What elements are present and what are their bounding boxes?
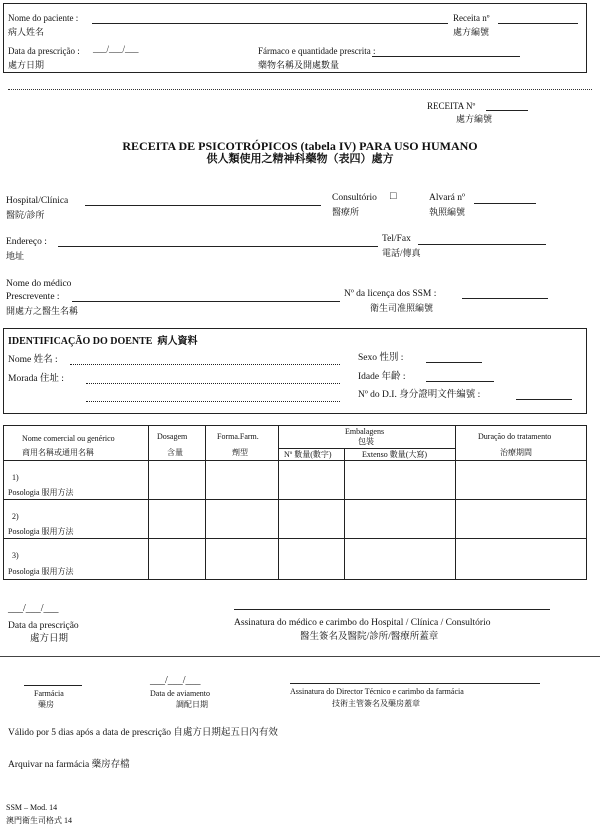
pharmacy-divider bbox=[0, 656, 600, 657]
stub-drug-qty-field[interactable] bbox=[372, 56, 520, 57]
farmacia-line[interactable] bbox=[24, 685, 82, 686]
table-row-number: 2) bbox=[12, 512, 19, 521]
doctor-signature-label: Assinatura do médico e carimbo do Hospital / Clínica / Consultório bbox=[234, 618, 491, 628]
endereco-label: Endereço : bbox=[6, 237, 47, 247]
perforation-line bbox=[8, 89, 592, 90]
endereco-field[interactable] bbox=[58, 246, 378, 247]
sign-date-label: Data da prescrição bbox=[8, 621, 79, 631]
stub-patient-name-zh: 病人姓名 bbox=[8, 27, 45, 37]
stub-recipe-no-label: Receita nº bbox=[453, 13, 490, 23]
director-signature-label: Assinatura do Director Técnico e carimbo da farmácia bbox=[290, 687, 464, 696]
licenca-zh: 衛生司准照編號 bbox=[370, 303, 434, 313]
stub-date-zh: 處方日期 bbox=[8, 60, 45, 70]
col-dur-header-zh: 治療期間 bbox=[500, 448, 532, 457]
doente-morada-label: Morada 住址 : bbox=[8, 374, 64, 384]
col-form-header: Forma.Farm. bbox=[217, 432, 259, 441]
medico-zh: 開處方之醫生名稱 bbox=[6, 306, 79, 316]
col-form-header-zh: 劑型 bbox=[232, 448, 248, 457]
medico-label-2: Prescrevente : bbox=[6, 292, 60, 302]
col-name-header-zh: 商用名稱或通用名稱 bbox=[22, 448, 94, 457]
stub-date-field[interactable]: ___/___/___ bbox=[93, 44, 139, 54]
table-col-divider bbox=[344, 448, 345, 580]
medico-label-1: Nome do médico bbox=[6, 279, 72, 289]
table-col-divider bbox=[205, 425, 206, 580]
table-col-divider bbox=[455, 425, 456, 580]
doctor-signature-line[interactable] bbox=[234, 609, 550, 610]
table-row-divider bbox=[3, 538, 587, 539]
hospital-zh: 醫院/診所 bbox=[6, 210, 45, 220]
table-col-divider bbox=[148, 425, 149, 580]
col-ext-header: Extenso 數量(大寫) bbox=[362, 450, 428, 459]
receipt-no-field[interactable] bbox=[486, 110, 528, 111]
doente-heading-zh: 病人資料 bbox=[157, 336, 198, 347]
alvara-label: Alvará nº bbox=[429, 193, 465, 203]
doente-sexo-field[interactable] bbox=[426, 362, 482, 363]
col-pack-header-zh: 包裝 bbox=[358, 437, 374, 446]
table-header-divider bbox=[3, 460, 587, 461]
farmacia-label: Farmácia bbox=[34, 689, 64, 698]
stub-patient-name-label: Nome do paciente : bbox=[8, 13, 79, 23]
table-row-number: 3) bbox=[12, 551, 19, 560]
form-model-code: SSM – Mod. 14 bbox=[6, 803, 58, 812]
stub-date-label: Data da prescrição : bbox=[8, 46, 80, 56]
licenca-field[interactable] bbox=[462, 298, 548, 299]
stub-drug-qty-label: Fármaco e quantidade prescrita : bbox=[258, 46, 376, 56]
director-signature-line[interactable] bbox=[290, 683, 540, 684]
doente-idade-field[interactable] bbox=[426, 381, 494, 382]
telfax-zh: 電話/傳真 bbox=[382, 248, 421, 258]
table-row-posologia: Posologia 服用方法 bbox=[8, 527, 74, 536]
stub-drug-qty-zh: 藥物名稱及開處數量 bbox=[258, 60, 340, 70]
sign-date-zh: 處方日期 bbox=[30, 634, 69, 644]
telfax-label: Tel/Fax bbox=[382, 234, 411, 244]
col-dosage-header-zh: 含量 bbox=[167, 448, 183, 457]
table-row-number: 1) bbox=[12, 473, 19, 482]
consultorio-label: Consultório bbox=[332, 193, 377, 203]
doctor-signature-zh: 醫生簽名及醫院/診所/醫療所蓋章 bbox=[300, 632, 439, 642]
validity-note: Válido por 5 dias após a data de prescrição 自處方日期起五日內有效 bbox=[8, 728, 278, 738]
doente-morada-field[interactable] bbox=[86, 383, 340, 384]
table-row-posologia: Posologia 服用方法 bbox=[8, 567, 74, 576]
form-model-code-zh: 澳門衛生司格式 14 bbox=[6, 816, 72, 825]
table-row-divider bbox=[3, 499, 587, 500]
col-pack-header: Embalagens bbox=[345, 427, 385, 436]
col-name-header: Nome comercial ou genérico bbox=[22, 434, 115, 443]
hospital-field[interactable] bbox=[85, 205, 321, 206]
doente-di-label: Nº do D.I. 身分證明文件編號 : bbox=[358, 390, 481, 400]
consultorio-zh: 醫療所 bbox=[332, 207, 360, 217]
archive-note: Arquivar na farmácia 藥房存檔 bbox=[8, 760, 130, 770]
endereco-zh: 地址 bbox=[6, 251, 25, 261]
receipt-no-label: RECEITA Nº bbox=[427, 101, 476, 111]
page-title-zh: 供人類使用之精神科藥物（表四）處方 bbox=[206, 153, 394, 165]
table-row-posologia: Posologia 服用方法 bbox=[8, 488, 74, 497]
page-title: RECEITA DE PSICOTRÓPICOS (tabela IV) PARA USO HUMANO bbox=[122, 139, 478, 153]
doente-morada-field-2[interactable] bbox=[86, 401, 340, 402]
aviamento-zh: 調配日期 bbox=[176, 700, 208, 709]
doente-idade-label: Idade 年齡 : bbox=[358, 372, 406, 382]
doente-sexo-label: Sexo 性別 : bbox=[358, 353, 404, 363]
col-dur-header: Duração do tratamento bbox=[478, 432, 552, 441]
farmacia-zh: 藥房 bbox=[38, 700, 54, 709]
table-subheader-divider bbox=[278, 448, 455, 449]
sign-date-field[interactable]: ___/___/___ bbox=[8, 603, 59, 614]
stub-recipe-no-field[interactable] bbox=[498, 23, 578, 24]
consultorio-checkbox[interactable]: □ bbox=[390, 190, 397, 202]
col-dosage-header: Dosagem bbox=[157, 432, 188, 441]
col-num-header: Nº 數量(數字) bbox=[284, 450, 332, 459]
alvara-zh: 執照編號 bbox=[429, 207, 466, 217]
aviamento-date-field[interactable]: ___/___/___ bbox=[150, 675, 201, 686]
hospital-label: Hospital/Clínica bbox=[6, 196, 69, 206]
licenca-label: Nº da licença dos SSM : bbox=[344, 289, 437, 299]
doente-nome-label: Nome 姓名 : bbox=[8, 355, 58, 365]
medico-field[interactable] bbox=[72, 301, 340, 302]
director-signature-zh: 技術主管簽名及藥房蓋章 bbox=[332, 699, 420, 708]
stub-recipe-no-zh: 處方編號 bbox=[453, 27, 490, 37]
receipt-no-zh: 處方編號 bbox=[456, 114, 493, 124]
telfax-field[interactable] bbox=[418, 244, 546, 245]
doente-nome-field[interactable] bbox=[70, 364, 340, 365]
aviamento-label: Data de aviamento bbox=[150, 689, 210, 698]
alvara-field[interactable] bbox=[474, 203, 536, 204]
stub-patient-name-field[interactable] bbox=[92, 23, 448, 24]
doente-di-field[interactable] bbox=[516, 399, 572, 400]
doente-heading-pt: IDENTIFICAÇÃO DO DOENTE bbox=[8, 336, 153, 347]
doente-heading bbox=[8, 336, 197, 348]
